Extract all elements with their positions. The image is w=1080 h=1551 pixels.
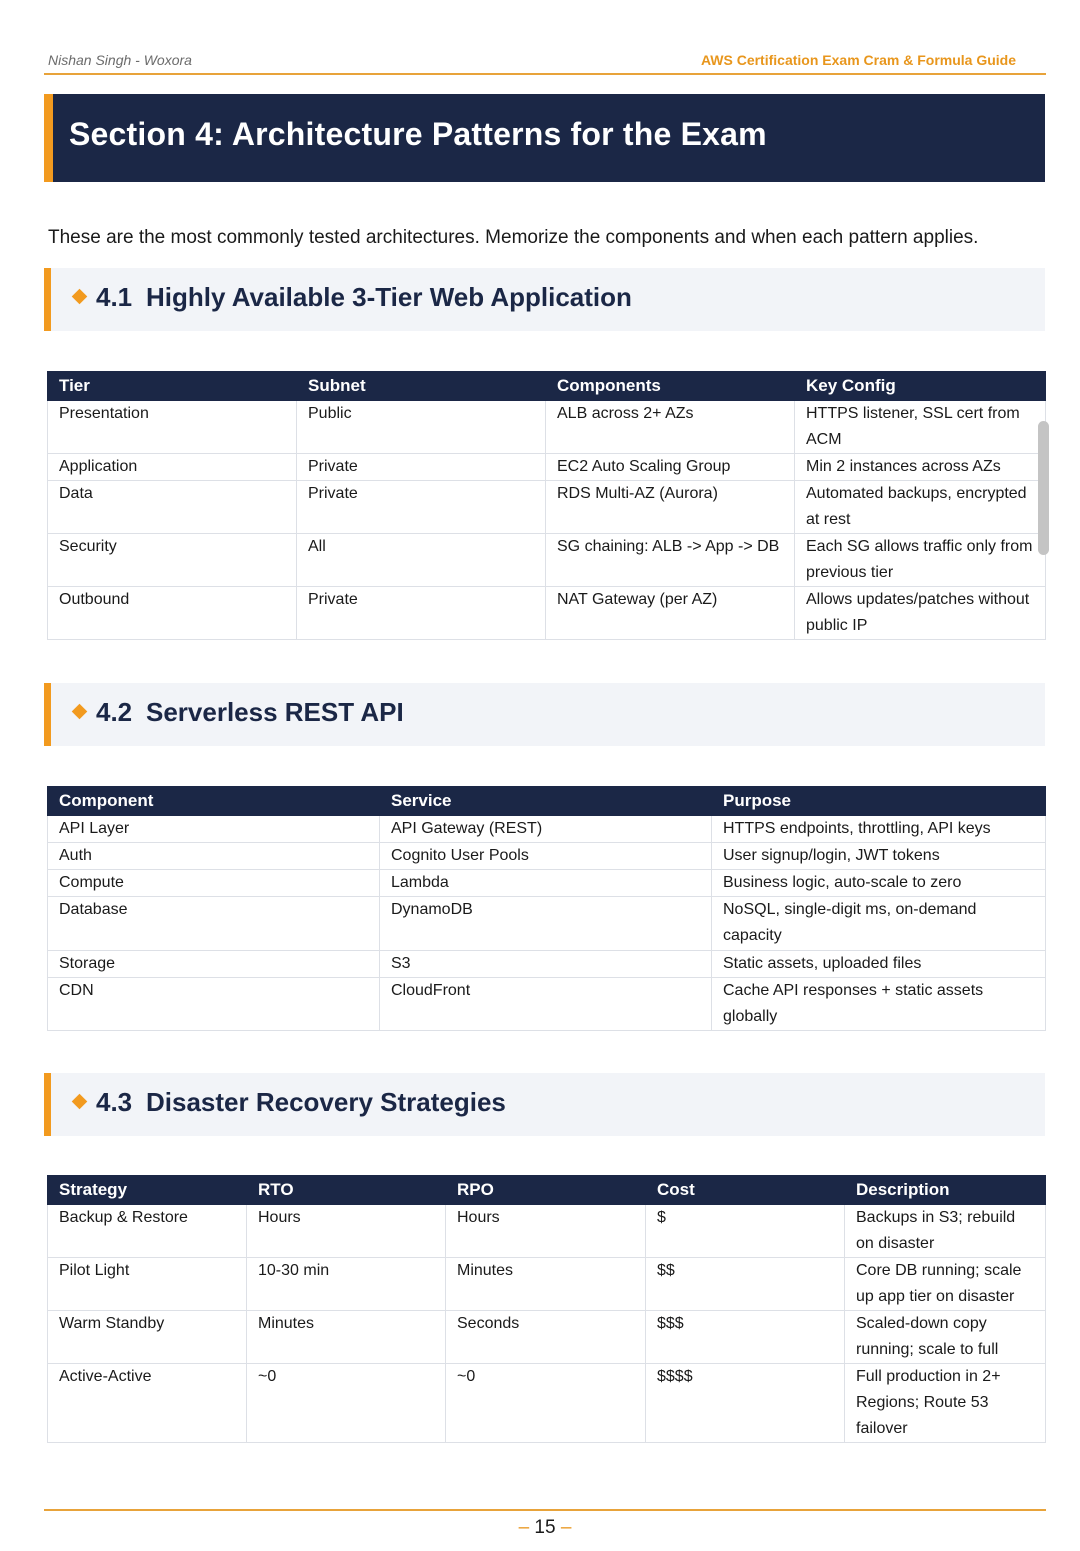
table-cell: Hours: [247, 1205, 446, 1258]
subsection-title: Disaster Recovery Strategies: [146, 1087, 506, 1117]
table-cell: HTTPS listener, SSL cert from ACM: [795, 401, 1046, 454]
subsection-number: 4.2: [96, 697, 133, 727]
diamond-bullet-icon: [72, 704, 88, 720]
table-cell: Cache API responses + static assets globally: [712, 978, 1046, 1031]
table-header-row: [48, 787, 1046, 816]
table-cell: HTTPS endpoints, throttling, API keys: [712, 816, 1046, 843]
table-cell: $$$$: [646, 1364, 845, 1443]
table-cell: Private: [297, 587, 546, 640]
table-cell: ~0: [446, 1364, 646, 1443]
table-cell: Each SG allows traffic only from previous tier: [795, 534, 1046, 587]
table-cell: ALB across 2+ AZs: [546, 401, 795, 454]
table-row: [48, 401, 1046, 454]
subsection-number: 4.3: [96, 1087, 133, 1117]
table-cell: Min 2 instances across AZs: [795, 454, 1046, 481]
table-cell: Backup & Restore: [48, 1205, 247, 1258]
table-cell: NAT Gateway (per AZ): [546, 587, 795, 640]
table-cell: NoSQL, single-digit ms, on-demand capacity: [712, 897, 1046, 951]
table-row: [48, 870, 1046, 897]
table-cell: Core DB running; scale up app tier on disaster: [845, 1258, 1046, 1311]
column-header-rpo: RPO: [446, 1176, 646, 1205]
header-author: Nishan Singh - Woxora: [48, 52, 192, 68]
subsection-number: 4.1: [96, 282, 133, 312]
table-cell: $$$: [646, 1311, 845, 1364]
table-cell: RDS Multi-AZ (Aurora): [546, 481, 795, 534]
section-title: Section 4: Architecture Patterns for the Exam: [69, 116, 767, 152]
column-header-key-config: Key Config: [795, 372, 1046, 401]
table-row: [48, 978, 1046, 1031]
column-header-strategy: Strategy: [48, 1176, 247, 1205]
table-header-row: [48, 372, 1046, 401]
column-header-purpose: Purpose: [712, 787, 1046, 816]
table-cell: Private: [297, 454, 546, 481]
page-number-dash-right: –: [555, 1517, 572, 1538]
subsection-banner-4-3: [44, 1073, 1045, 1136]
section-banner: [44, 94, 1045, 182]
table-cell: Minutes: [446, 1258, 646, 1311]
table-row: [48, 1364, 1046, 1443]
table-cell: $$: [646, 1258, 845, 1311]
intro-paragraph: These are the most commonly tested architectures. Memorize the components and when each pattern applies.: [48, 227, 979, 248]
table-header-row: [48, 1176, 1046, 1205]
header-guide-title: AWS Certification Exam Cram & Formula Guide: [700, 52, 1016, 68]
table-cell: Warm Standby: [48, 1311, 247, 1364]
table-cell: Compute: [48, 870, 380, 897]
table-cell: EC2 Auto Scaling Group: [546, 454, 795, 481]
table-cell: ~0: [247, 1364, 446, 1443]
table-row: [48, 587, 1046, 640]
table-row: [48, 1205, 1046, 1258]
subsection-title: Serverless REST API: [146, 697, 404, 727]
table-row: [48, 454, 1046, 481]
table-cell: SG chaining: ALB -> App -> DB: [546, 534, 795, 587]
table-cell: Scaled-down copy running; scale to full: [845, 1311, 1046, 1364]
table-cell: Pilot Light: [48, 1258, 247, 1311]
table-cell: Full production in 2+ Regions; Route 53 failover: [845, 1364, 1046, 1443]
table-cell: Hours: [446, 1205, 646, 1258]
table-cell: Auth: [48, 843, 380, 870]
table-row: [48, 897, 1046, 951]
column-header-components: Components: [546, 372, 795, 401]
table-cell: Data: [48, 481, 297, 534]
table-cell: 10-30 min: [247, 1258, 446, 1311]
table-cell: Public: [297, 401, 546, 454]
subsection-banner-4-1: [44, 268, 1045, 331]
page-number-value: 15: [534, 1517, 556, 1538]
table-cell: Allows updates/patches without public IP: [795, 587, 1046, 640]
column-header-tier: Tier: [48, 372, 297, 401]
table-cell: Presentation: [48, 401, 297, 454]
dr-strategies-table: [47, 1175, 1046, 1443]
table-row: [48, 1258, 1046, 1311]
table-cell: DynamoDB: [380, 897, 712, 951]
table-cell: Private: [297, 481, 546, 534]
table-cell: Security: [48, 534, 297, 587]
column-header-subnet: Subnet: [297, 372, 546, 401]
table-cell: $: [646, 1205, 845, 1258]
table-cell: Minutes: [247, 1311, 446, 1364]
table-cell: All: [297, 534, 546, 587]
table-row: [48, 481, 1046, 534]
table-cell: Lambda: [380, 870, 712, 897]
diamond-bullet-icon: [72, 289, 88, 305]
table-row: [48, 534, 1046, 587]
table-cell: Active-Active: [48, 1364, 247, 1443]
three-tier-table: [47, 371, 1046, 640]
table-cell: API Gateway (REST): [380, 816, 712, 843]
column-header-description: Description: [845, 1176, 1046, 1205]
footer-divider: [44, 1509, 1046, 1511]
column-header-component: Component: [48, 787, 380, 816]
table-cell: S3: [380, 951, 712, 978]
table-cell: Database: [48, 897, 380, 951]
table-cell: Static assets, uploaded files: [712, 951, 1046, 978]
table-cell: Storage: [48, 951, 380, 978]
table-cell: Cognito User Pools: [380, 843, 712, 870]
table-row: [48, 951, 1046, 978]
serverless-api-table: [47, 786, 1046, 1031]
table-cell: Backups in S3; rebuild on disaster: [845, 1205, 1046, 1258]
header-divider: [44, 73, 1046, 75]
column-header-cost: Cost: [646, 1176, 845, 1205]
subsection-banner-4-2: [44, 683, 1045, 746]
vertical-scrollbar[interactable]: [1038, 421, 1049, 555]
table-cell: Seconds: [446, 1311, 646, 1364]
page-number-dash-left: –: [518, 1517, 535, 1538]
column-header-rto: RTO: [247, 1176, 446, 1205]
table-cell: Automated backups, encrypted at rest: [795, 481, 1046, 534]
diamond-bullet-icon: [72, 1094, 88, 1110]
table-cell: API Layer: [48, 816, 380, 843]
table-row: [48, 1311, 1046, 1364]
table-row: [48, 816, 1046, 843]
table-cell: Application: [48, 454, 297, 481]
table-cell: User signup/login, JWT tokens: [712, 843, 1046, 870]
table-row: [48, 843, 1046, 870]
subsection-title: Highly Available 3-Tier Web Application: [146, 282, 632, 312]
table-cell: CDN: [48, 978, 380, 1031]
table-cell: Outbound: [48, 587, 297, 640]
column-header-service: Service: [380, 787, 712, 816]
table-cell: CloudFront: [380, 978, 712, 1031]
table-cell: Business logic, auto-scale to zero: [712, 870, 1046, 897]
page-number: [0, 1517, 1080, 1539]
